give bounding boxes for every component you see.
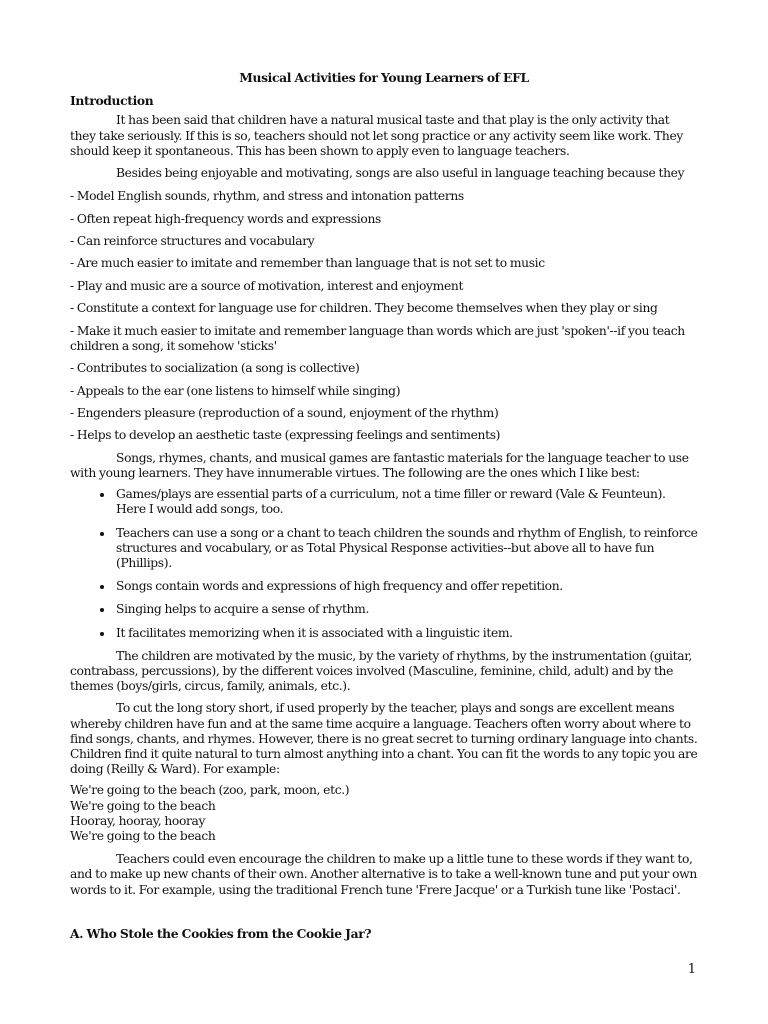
page-number: 1 xyxy=(687,962,696,977)
chant-line: We're going to the beach (zoo, park, moon, etc.) xyxy=(70,783,350,798)
chant-example xyxy=(70,783,698,844)
bullet-item: • It facilitates memorizing when it is associated with a linguistic item. xyxy=(114,626,698,641)
section-a-heading: A. Who Stole the Cookies from the Cookie Jar? xyxy=(70,925,372,941)
bullet-item: • Singing helps to acquire a sense of rhythm. xyxy=(114,602,698,617)
list-item: - Are much easier to imitate and remember than language that is not set to music xyxy=(70,256,545,271)
list-item: - Appeals to the ear (one listens to himself while singing) xyxy=(70,383,401,398)
list-item: - Helps to develop an aesthetic taste (expressing feelings and sentiments) xyxy=(70,428,501,443)
list-item: - Play and music are a source of motivation, interest and enjoyment xyxy=(70,278,464,293)
reasons-list xyxy=(70,189,698,443)
list-item: - Model English sounds, rhythm, and stress and intonation patterns xyxy=(70,189,464,204)
document-page xyxy=(70,70,698,941)
paragraph-3: Songs, rhymes, chants, and musical games are fantastic materials for the language teacher to use with young learners. They have innumerable virtues. The following are the ones which I like best: xyxy=(70,450,689,480)
chant-line: We're going to the beach xyxy=(70,798,216,813)
list-item: - Can reinforce structures and vocabulary xyxy=(70,234,315,248)
list-item: - Constitute a context for language use for children. They become themselves when they play or sing xyxy=(70,301,658,316)
bullet-item: • Songs contain words and expressions of high frequency and offer repetition. xyxy=(114,579,698,594)
paragraph-2: Besides being enjoyable and motivating, songs are also useful in language teaching because they xyxy=(116,166,685,181)
paragraph-1: It has been said that children have a natural musical taste and that play is the only activity that they take seriously. If this is so, teachers should not let song practice or any activity seem like work. They should keep it spontaneous. This has been shown to apply even to language teachers. xyxy=(70,113,684,158)
paragraph-6: Teachers could even encourage the children to make up a little tune to these words if they want to, and to make up new chants of their own. Another alternative is to take a well-known tune and put your own words to it. For example, using the traditional French tune 'Frere Jacque' or a Turkish tune like 'Postaci'. xyxy=(70,852,697,897)
bullet-item: • Teachers can use a song or a chant to teach children the sounds and rhythm of English, to reinforce structures and vocabulary, or as Total Physical Response activities--but above all to have fun (Phillips). xyxy=(114,526,698,572)
chant-line: We're going to the beach xyxy=(70,828,216,843)
list-item: - Contributes to socialization (a song is collective) xyxy=(70,361,360,376)
paragraph-4: The children are motivated by the music, by the variety of rhythms, by the instrumentation (guitar, contrabass, percussions), by the different voices involved (Masculine, feminine, child, adult) and by the themes (boys/girls, circus, family, animals, etc.). xyxy=(70,648,692,694)
paragraph-5: To cut the long story short, if used properly by the teacher, plays and songs are excellent means whereby children have fun and at the same time acquire a language. Teachers often worry about where to find songs, chants, and rhymes. However, there is no great secret to turning ordinary language into chants. Children find it quite natural to turn almost anything into a chant. You can fit the words to any topic you are doing (Reilly & Ward). For example: xyxy=(70,701,698,777)
document-title: Musical Activities for Young Learners of EFL xyxy=(239,70,529,85)
intro-heading: Introduction xyxy=(70,93,154,109)
bullet-list xyxy=(70,487,698,641)
list-item: - Engenders pleasure (reproduction of a sound, enjoyment of the rhythm) xyxy=(70,405,499,420)
bullet-item: • Games/plays are essential parts of a curriculum, not a time filler or reward (Vale & Feunteun). Here I would add songs, too. xyxy=(114,487,698,517)
list-item: - Often repeat high-frequency words and expressions xyxy=(70,211,381,226)
chant-line: Hooray, hooray, hooray xyxy=(70,813,206,828)
list-item: - Make it much easier to imitate and remember language than words which are just 'spoken'--if you teach children a song, it somehow 'sticks' xyxy=(70,323,685,353)
